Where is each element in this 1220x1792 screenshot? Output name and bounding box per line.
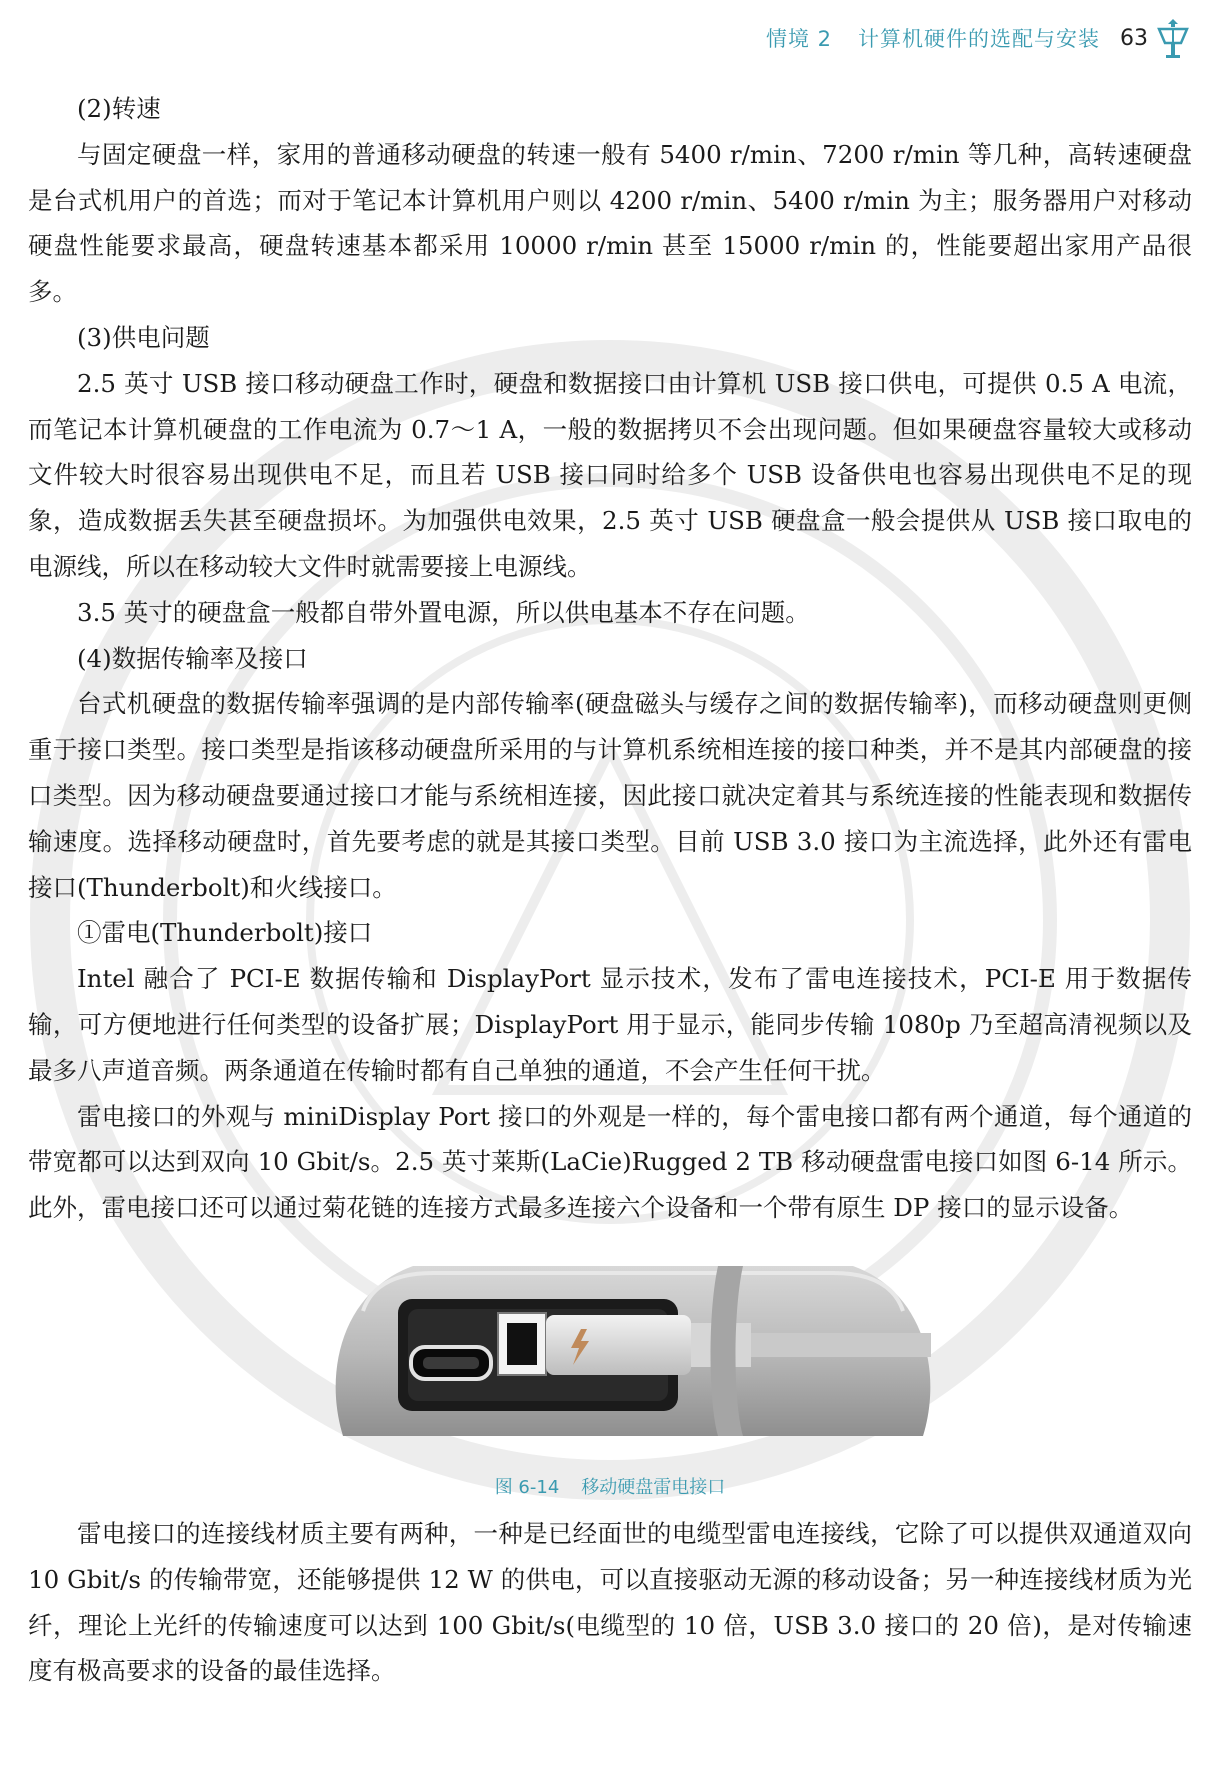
thunderbolt-drive-photo [323,1251,943,1451]
paragraph: 3.5 英寸的硬盘盒一般都自带外置电源，所以供电基本不存在问题。 [77,597,810,627]
lamp-icon [1156,17,1190,59]
figure-6-14 [28,1251,1192,1473]
paragraph: 雷电接口的外观与 miniDisplay Port 接口的外观是一样的，每个雷电接口都有两个通道，每个通道的带宽都可以达到双向 10 Gbit/s。2.5 英寸莱斯(LaCie)Rugged 2 TB 移动硬盘雷电接口如图 6-14 所示。此外，雷电接口还可以通过菊花链的连接方式最多连接六个设备和一个带有原生 DP 接口的显示设备。 [28,1101,1192,1223]
figure-title: 移动硬盘雷电接口 [581,1476,726,1498]
subheading-transfer-rate: (4)数据传输率及接口 [77,643,308,673]
context-label: 情境 2 [765,27,832,51]
chapter-title: 计算机硬件的选配与安装 [858,27,1100,51]
paragraph: 与固定硬盘一样，家用的普通移动硬盘的转速一般有 5400 r/min、7200 r/min 等几种，高转速硬盘是台式机用户的首选；而对于笔记本计算机用户则以 4200 r/min、5400 r/min 为主；服务器用户对移动硬盘性能要求最高，硬盘转速基本都采用 10000 r/min 甚至 15000 r/min 的，性能要超出家用产品很多。 [28,139,1192,307]
paragraph: 台式机硬盘的数据传输率强调的是内部传输率(硬盘磁头与缓存之间的数据传输率)，而移动硬盘则更侧重于接口类型。接口类型是指该移动硬盘所采用的与计算机系统相连接的接口种类，并不是其内部硬盘的接口类型。因为移动硬盘要通过接口才能与系统相连接，因此接口就决定着其与系统连接的性能表现和数据传输速度。选择移动硬盘时，首先要考虑的就是其接口类型。目前 USB 3.0 接口为主流选择，此外还有雷电接口(Thunderbolt)和火线接口。 [28,689,1192,902]
subheading-thunderbolt: ①雷电(Thunderbolt)接口 [77,918,373,948]
figure-caption [28,1473,1192,1503]
page-header [766,18,1190,58]
paragraph: 雷电接口的连接线材质主要有两种，一种是已经面世的电缆型雷电连接线，它除了可以提供双通道双向 10 Gbit/s 的传输带宽，还能够提供 12 W 的供电，可以直接驱动无源的移动设备；另一种连接线材质为光纤，理论上光纤的传输速度可以达到 100 Gbit/s(电缆型的 10 倍，USB 3.0 接口的 20 倍)，是对传输速度有极高要求的设备的最佳选择。 [28,1518,1192,1686]
page-number: 63 [1120,25,1148,51]
paragraph: Intel 融合了 PCI-E 数据传输和 DisplayPort 显示技术，发布了雷电连接技术，PCI-E 用于数据传输，可方便地进行任何类型的设备扩展；DisplayPort 用于显示，能同步传输 1080p 乃至超高清视频以及最多八声道音频。两条通道在传输时都有自己单独的通道，不会产生任何干扰。 [28,964,1192,1085]
page-body [28,86,1192,1694]
figure-number: 图 6-14 [494,1476,560,1498]
subheading-power: (3)供电问题 [77,322,210,352]
running-head [766,23,1100,53]
paragraph: 2.5 英寸 USB 接口移动硬盘工作时，硬盘和数据接口由计算机 USB 接口供电，可提供 0.5 A 电流，而笔记本计算机硬盘的工作电流为 0.7～1 A，一般的数据拷贝不会出现问题。但如果硬盘容量较大或移动文件较大时很容易出现供电不足，而且若 USB 接口同时给多个 USB 设备供电也容易出现供电不足的现象，造成数据丢失甚至硬盘损坏。为加强供电效果，2.5 英寸 USB 硬盘盒一般会提供从 USB 接口取电的电源线，所以在移动较大文件时就需要接上电源线。 [28,368,1192,581]
subheading-speed: (2)转速 [77,94,161,123]
